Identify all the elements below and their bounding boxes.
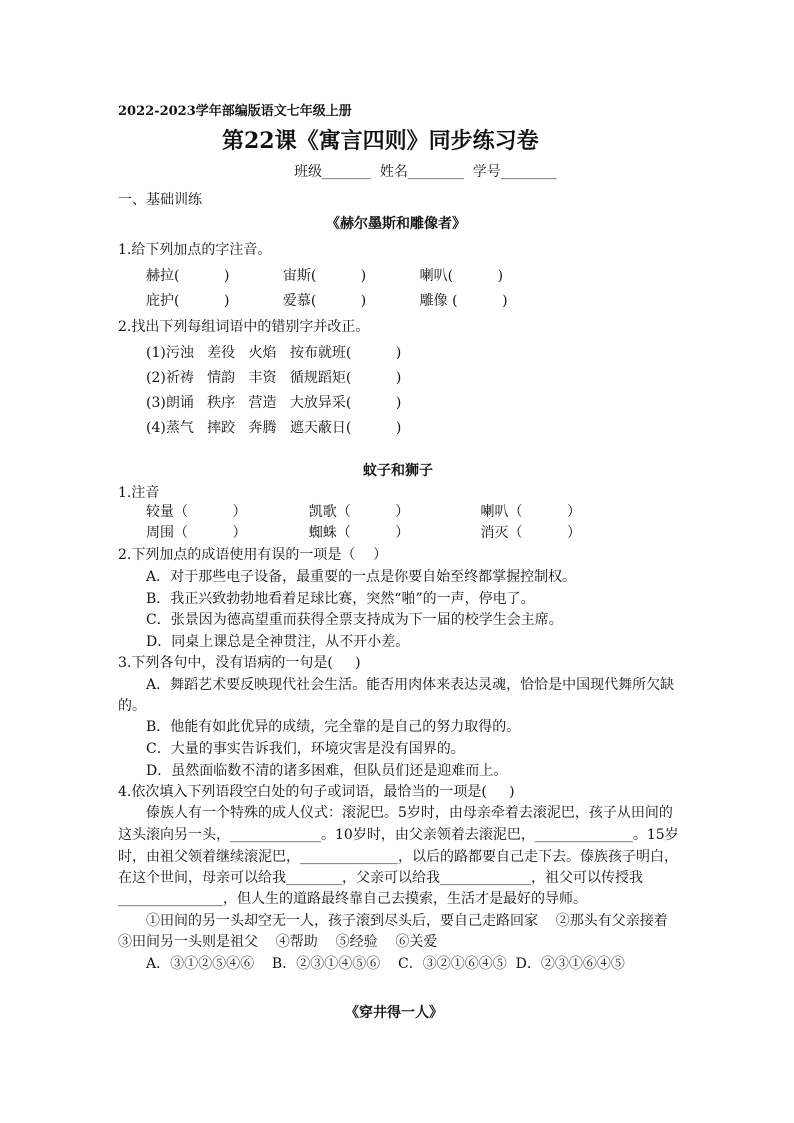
s2-q2-option: B．我正兴致勃勃地看着足球比赛，突然“啪”的一声，停电了。 <box>146 591 535 607</box>
q2-item: (3)朗诵 秩序 营造 大放异采( ) <box>146 395 402 411</box>
s2-q2-option: C．张景因为德高望重而获得全票支持成为下一届的校学生会主席。 <box>146 612 563 628</box>
s2-q4-passage-line: 这头滚向另一头，_____________。10岁时，由父亲领着去滚泥巴，______________。15岁 <box>118 827 679 843</box>
s2-q3-option-d: D．虽然面临数不清的诸多困难，但队员们还是迎难而上。 <box>146 763 508 779</box>
subtitle-hermes: 《赫尔墨斯和雕像者》 <box>326 216 466 232</box>
s2-q3-option-a: A．舞蹈艺术要反映现代社会生活。能否用肉体来表达灵魂，恰恰是中国现代舞所欠缺 <box>146 677 675 693</box>
s2-q4-choices: ①田间的另一头却空无一人，孩子滚到尽头后，要自己走路回家 ②那头有父亲接着 <box>146 913 668 929</box>
page-title: 第22课《寓言四则》同步练习卷 <box>222 128 539 154</box>
s2-q4-choices: ③田间另一头则是祖父 ④帮助 ⑤经验 ⑥关爱 <box>118 934 438 950</box>
q1-row-2: 庇护( ) 爱慕( ) 雕像 ( ) <box>146 293 508 309</box>
s2-q1-stem: 1.注音 <box>118 485 160 501</box>
q2-item: (4)蒸气 摔跤 奔腾 遮天蔽日( ) <box>146 420 402 436</box>
q1-stem: 1.给下列加点的字注音。 <box>118 242 272 258</box>
q1-row-1: 赫拉( ) 宙斯( ) 喇叭( ) <box>146 268 504 284</box>
q2-stem: 2.找出下列每组词语中的错别字并改正。 <box>118 319 370 335</box>
s2-q2-stem: 2.下列加点的成语使用有误的一项是（ ） <box>118 547 388 563</box>
s2-q4-stem: 4.依次填入下列语段空白处的句子或词语，最恰当的一项是( ) <box>118 784 515 800</box>
subtitle-well: 《穿井得一人》 <box>345 1005 443 1021</box>
q2-item: (2)祈祷 情韵 丰资 循规蹈矩( ) <box>146 370 402 386</box>
s2-q4-answers: A．③①②⑤④⑥ B．②③①④⑤⑥ C．③②①⑥④⑤ D．②③①⑥④⑤ <box>146 956 625 972</box>
student-info-fields: 班级_______ 姓名________ 学号________ <box>294 164 557 180</box>
s2-q3-option-b: B．他能有如此优异的成绩，完全靠的是自己的努力取得的。 <box>146 719 521 735</box>
s2-q4-passage-line: 时，由祖父领着继续滚泥巴，______________，以后的路都要自己走下去。傣族孩子明白， <box>118 849 678 865</box>
q2-item: (1)污浊 差役 火焰 按布就班( ) <box>146 345 402 361</box>
section-heading: 一、基础训练 <box>118 192 202 208</box>
s2-q2-option: A．对于那些电子设备，最重要的一点是你要自始至终都掌握控制权。 <box>146 569 577 585</box>
s2-q3-option-a-cont: 的。 <box>118 698 146 714</box>
s2-q4-passage-line: _______________，但人生的道路最终靠自己去摸索，生活才是最好的导师。 <box>118 891 587 907</box>
s2-q3-stem: 3.下列各句中，没有语病的一句是( ) <box>118 655 361 671</box>
s2-q4-passage-line: 在这个世间，母亲可以给我________，父亲可以给我_____________，祖父可以传授我 <box>118 870 643 886</box>
s2-q4-passage-line: 傣族人有一个特殊的成人仪式：滚泥巴。5岁时，由母亲牵着去滚泥巴，孩子从田间的 <box>146 805 673 821</box>
s2-q2-option: D．同桌上课总是全神贯注，从不开小差。 <box>146 634 410 650</box>
s2-q1-row-1: 较量（ ） 凯歌（ ） 喇叭（ ） <box>146 504 582 520</box>
subtitle-mosquito: 蚊子和狮子 <box>363 463 433 479</box>
year-line: 2022-2023学年部编版语文七年级上册 <box>118 104 352 119</box>
s2-q1-row-2: 周围（ ） 蜘蛛（ ） 消灭（ ） <box>146 525 582 541</box>
s2-q3-option-c: C．大量的事实告诉我们，环境灾害是没有国界的。 <box>146 741 465 757</box>
